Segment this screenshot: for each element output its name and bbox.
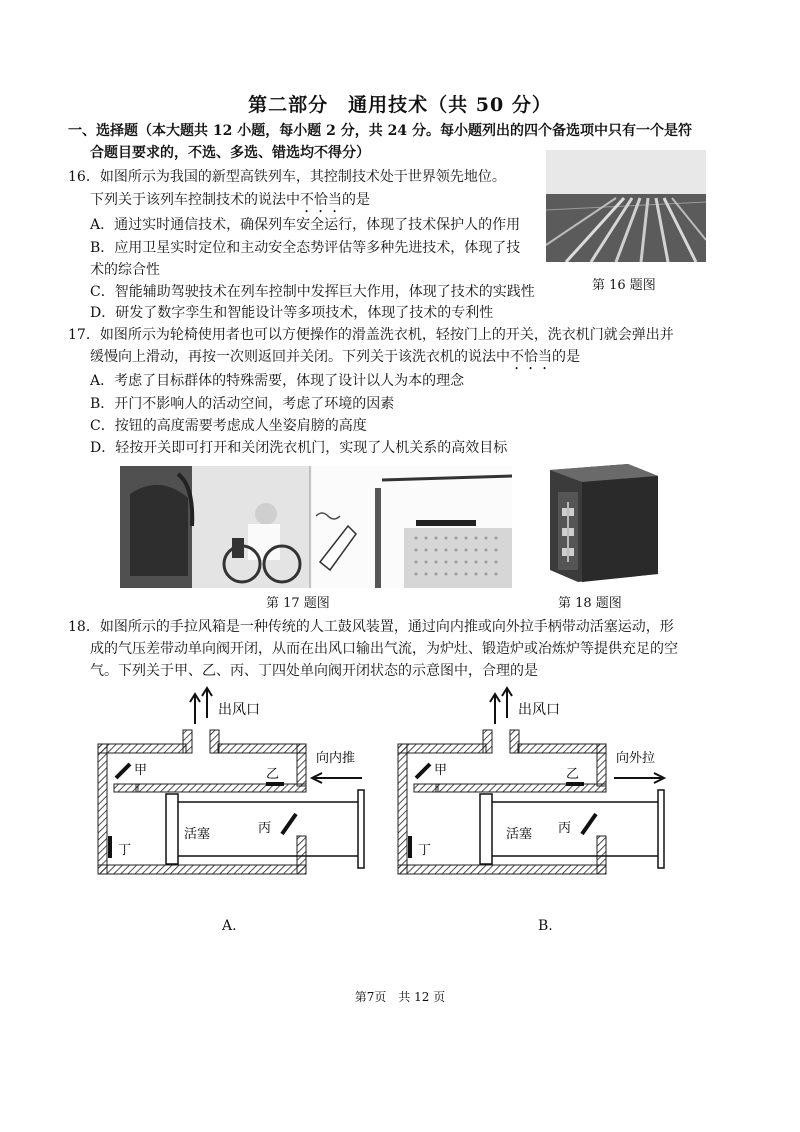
q16-train-photo [546, 150, 706, 262]
q16-option-b-line2: 术的综合性 [90, 262, 160, 278]
section-heading-line2: 合题目要求的，不选、多选、错选均不得分） [90, 145, 370, 161]
q17-washer-photo [120, 466, 512, 588]
outlet-arrow-icon [202, 688, 212, 718]
q17-option-b: B．开门不影响人的活动空间，考虑了环境的因素 [90, 396, 395, 412]
q18-stem-line2: 成的气压差带动单向阀开闭，从而在出风口输出气流，为炉灶、锻造炉或冶炼炉等提供充足的空 [90, 641, 678, 657]
outlet-label: 出风口 [518, 702, 560, 718]
q16-stem-line2: 下列关于该列车控制技术的说法中不恰当的是 [90, 192, 370, 208]
label-piston: 活塞 [506, 827, 533, 842]
valve-bing [582, 814, 596, 834]
outlet-label: 出风口 [218, 702, 260, 718]
q17-stem-line2: 缓慢向上滑动，再按一次则返回并关闭。下列关于该洗衣机的说法中不恰当的是 [90, 349, 580, 365]
option-a-label: A. [222, 918, 237, 934]
q17-stem-line1: 17．如图所示为轮椅使用者也可以方便操作的滑盖洗衣机，轻按门上的开关，洗衣机门就会弹出并 [68, 327, 674, 343]
option-b-label: B. [538, 918, 553, 934]
outlet-arrow-icon [502, 688, 512, 718]
piston [166, 794, 178, 864]
q17-caption: 第 17 题图 [266, 596, 330, 611]
outlet-arrow-icon [190, 694, 200, 724]
label-bing: 丙 [558, 821, 572, 836]
label-bing: 丙 [258, 821, 272, 836]
pull-arrow-icon [614, 773, 664, 783]
q18-caption: 第 18 题图 [558, 596, 622, 611]
label-ding: 丁 [418, 843, 432, 858]
q16-caption: 第 16 题图 [592, 278, 656, 293]
label-piston: 活塞 [184, 827, 211, 842]
handle [358, 790, 364, 868]
q18-stem-line3: 气。下列关于甲、乙、丙、丁四处单向阀开闭状态的示意图中，合理的是 [90, 663, 538, 679]
valve-jia [416, 764, 430, 778]
label-jia: 甲 [134, 763, 148, 778]
label-jia: 甲 [434, 763, 448, 778]
label-ding: 丁 [118, 843, 132, 858]
action-label: 向外拉 [616, 751, 656, 766]
q16-option-c: C．智能辅助驾驶技术在列车控制中发挥巨大作用，体现了技术的实践性 [90, 284, 535, 300]
q18-bellows-photo [548, 462, 660, 584]
q18-stem-line1: 18．如图所示的手拉风箱是一种传统的人工鼓风装置，通过向内推或向外拉手柄带动活塞运动，形 [68, 619, 674, 635]
q16-option-a: A．通过实时通信技术，确保列车安全运行，体现了技术保护人的作用 [90, 217, 521, 233]
q16-stem-line1: 16．如图所示为我国的新型高铁列车，其控制技术处于世界领先地位。 [68, 169, 506, 185]
q17-option-a: A．考虑了目标群体的特殊需要，体现了设计以人为本的理念 [90, 373, 465, 389]
q18-diagram-a [96, 686, 366, 882]
valve-jia [116, 764, 130, 778]
q17-option-d: D．轻按开关即可打开和关闭洗衣机门，实现了人机关系的高效目标 [90, 440, 508, 456]
action-label: 向内推 [316, 751, 356, 766]
outlet-arrow-icon [490, 694, 500, 724]
page-title: 第二部分 通用技术（共 50 分） [248, 94, 552, 116]
q16-option-d: D．研发了数字孪生和智能设计等多项技术，体现了技术的专利性 [90, 305, 494, 321]
piston [480, 794, 492, 864]
section-heading-line1: 一、选择题（本大题共 12 小题，每小题 2 分，共 24 分。每小题列出的四个备选项中只有一个是符 [68, 123, 692, 139]
handle [658, 790, 664, 868]
q18-diagram-b [396, 686, 672, 882]
label-yi: 乙 [566, 767, 580, 782]
valve-bing [282, 814, 296, 834]
push-arrow-icon [312, 773, 362, 783]
q16-option-b-line1: B．应用卫星实时定位和主动安全态势评估等多种先进技术，体现了技 [90, 240, 521, 256]
label-yi: 乙 [266, 767, 280, 782]
page-footer: 第7页 共 12 页 [354, 990, 446, 1004]
q17-option-c: C．按钮的高度需要考虑成人坐姿肩膀的高度 [90, 418, 367, 434]
